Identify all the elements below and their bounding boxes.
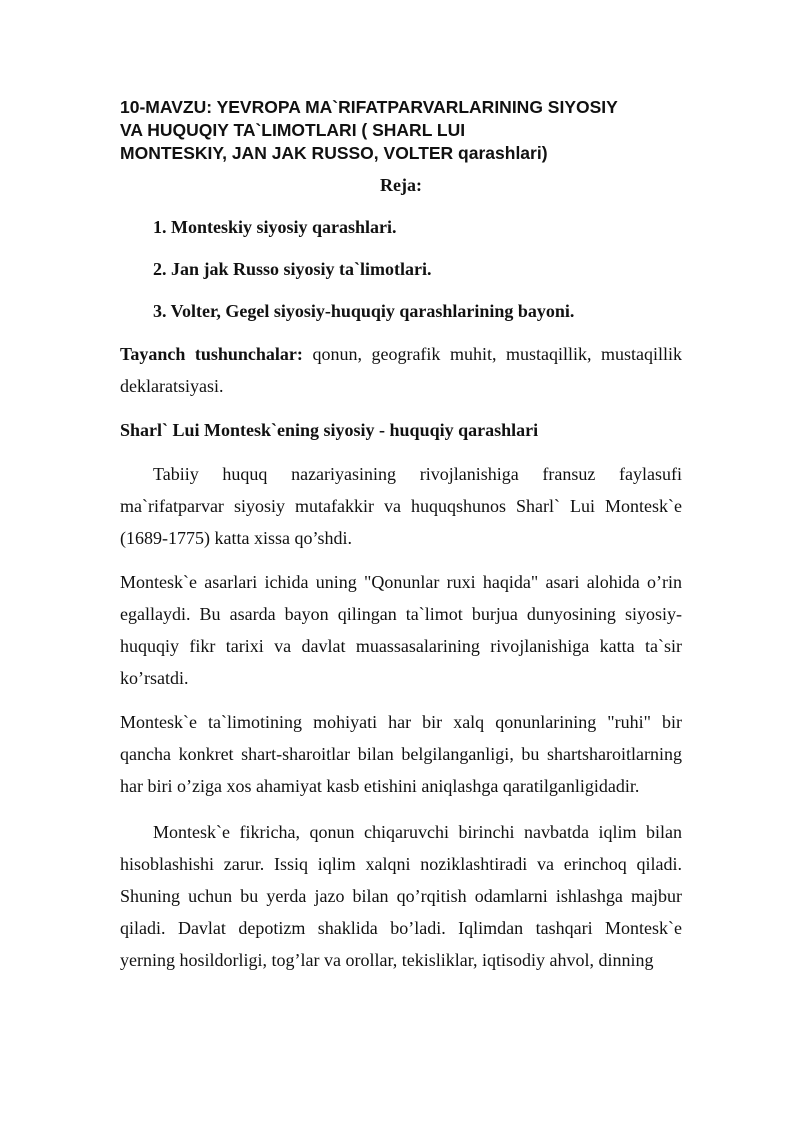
plan-heading: Reja: — [380, 175, 422, 195]
plan-item: 2. Jan jak Russo siyosiy ta`limotlari. — [153, 259, 432, 279]
document-title: 10-MAVZU: YEVROPA MA`RIFATPARVARLARINING SIYOSIY VA HUQUQIY TA`LIMOTLARI ( SHARL LUI MONTESKIY, JAN JAK RUSSO, VOLTER qarashlari) — [120, 97, 618, 163]
keywords-label: Tayanch tushunchalar: — [120, 344, 303, 364]
section-heading: Sharl` Lui Montesk`ening siyosiy - huquqiy qarashlari — [120, 420, 539, 440]
plan-item: 1. Monteskiy siyosiy qarashlari. — [153, 217, 397, 237]
body-paragraph: Montesk`e asarlari ichida uning "Qonunlar ruxi haqida" asari alohida o’rin egallaydi. Bu asarda bayon qilingan ta`limot burjua dunyosining siyosiy-huquqiy fikr tarixi va davlat muassasalarining rivojlanishiga katta ta`sir ko’rsatdi. — [120, 572, 682, 688]
keywords-text: qonun, geografik muhit, mustaqillik, mustaqillik deklaratsiyasi. — [120, 344, 682, 396]
body-paragraph: Tabiiy huquq nazariyasining rivojlanishiga fransuz faylasufi ma`rifatparvar siyosiy mutafakkir va huquqshunos Sharl` Lui Montesk`e (1689-1775) katta xissa qo’shdi. — [120, 464, 682, 548]
document-page — [120, 96, 682, 976]
keywords-paragraph — [120, 338, 682, 402]
body-paragraph: Montesk`e ta`limotining mohiyati har bir xalq qonunlarining "ruhi" bir qancha konkret shart-sharoitlar bilan belgilanganligi, bu shartsharoitlarning har biri o’ziga xos ahamiyat kasb etishini aniqlashga qaratilganligidadir. — [120, 712, 682, 796]
plan-item: 3. Volter, Gegel siyosiy-huquqiy qarashlarining bayoni. — [153, 301, 575, 321]
body-paragraph: Montesk`e fikricha, qonun chiqaruvchi birinchi navbatda iqlim bilan hisoblashishi zarur. Issiq iqlim xalqni noziklashtiradi va erinchoq qiladi. Shuning uchun bu yerda jazo bilan qo’rqitish odamlarni ishlashga majbur qiladi. Davlat depotizm shaklida bo’ladi. Iqlimdan tashqari Montesk`e yerning hosildorligi, tog’lar va orollar, tekisliklar, iqtisodiy ahvol, dinning — [120, 822, 682, 970]
plan-list — [120, 215, 682, 323]
